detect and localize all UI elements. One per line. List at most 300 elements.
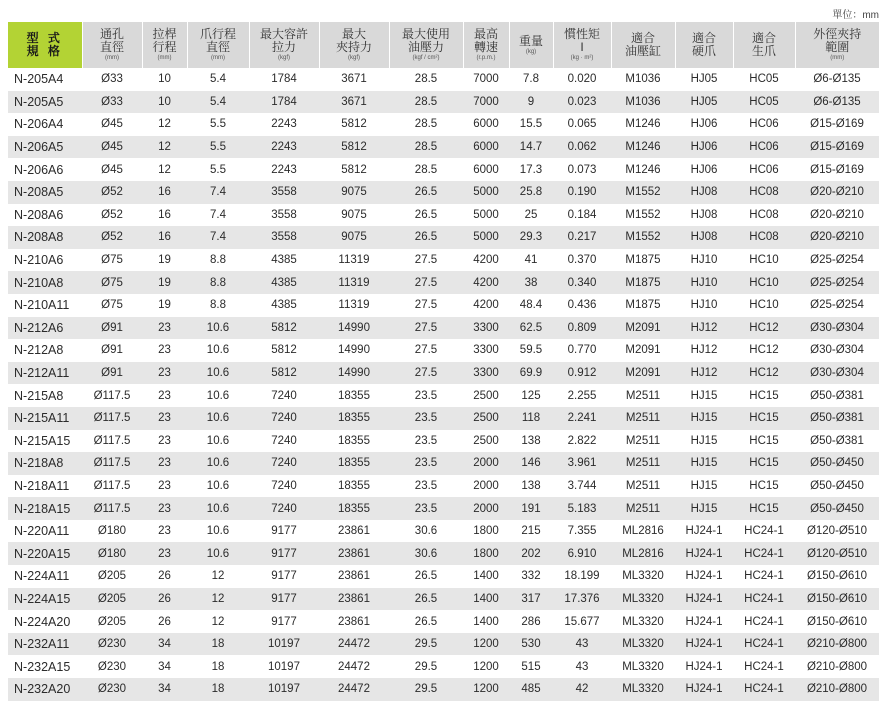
cell-hard-jaw: HJ05 (675, 68, 733, 91)
cell-max-pressure: 26.5 (389, 610, 463, 633)
cell-max-draw-force: 4385 (249, 294, 319, 317)
cell-cylinder: M2091 (611, 317, 675, 340)
cell-max-grip-force: 18355 (319, 430, 389, 453)
cell-max-draw-force: 3558 (249, 181, 319, 204)
cell-max-grip-force: 23861 (319, 520, 389, 543)
column-header-label: 拉桿 (152, 27, 177, 41)
cell-weight: 15.5 (509, 113, 553, 136)
cell-cylinder: M1552 (611, 226, 675, 249)
cell-max-grip-force: 14990 (319, 362, 389, 385)
column-header-label: 外徑夾持 (813, 27, 862, 41)
column-header-label: 拉力 (271, 40, 296, 54)
cell-inertia: 42 (553, 678, 611, 701)
cell-max-grip-force: 24472 (319, 678, 389, 701)
spec-table (8, 22, 879, 701)
cell-bore-dia: Ø45 (82, 113, 142, 136)
cell-max-draw-force: 7240 (249, 430, 319, 453)
cell-drawbar-stroke: 34 (142, 633, 187, 656)
cell-grip-range: Ø15-Ø169 (795, 113, 879, 136)
cell-bore-dia: Ø52 (82, 226, 142, 249)
table-row (8, 384, 879, 407)
cell-bore-dia: Ø45 (82, 158, 142, 181)
cell-model: N-218A15 (8, 497, 82, 520)
cell-jaw-stroke: 10.6 (187, 497, 249, 520)
cell-soft-jaw: HC24-1 (733, 588, 795, 611)
cell-weight: 530 (509, 633, 553, 656)
cell-jaw-stroke: 10.6 (187, 407, 249, 430)
cell-max-grip-force: 3671 (319, 91, 389, 114)
column-header-label: 型 式 (26, 31, 63, 45)
cell-soft-jaw: HC05 (733, 68, 795, 91)
cell-model: N-206A4 (8, 113, 82, 136)
column-header-label: 轉速 (473, 40, 498, 54)
cell-jaw-stroke: 10.6 (187, 384, 249, 407)
table-row (8, 158, 879, 181)
cell-max-grip-force: 18355 (319, 497, 389, 520)
cell-weight: 9 (509, 91, 553, 114)
cell-inertia: 17.376 (553, 588, 611, 611)
cell-inertia: 2.241 (553, 407, 611, 430)
cell-max-speed: 3300 (463, 317, 509, 340)
column-header-unit: (kgf) (278, 55, 290, 61)
cell-max-grip-force: 11319 (319, 249, 389, 272)
cell-max-pressure: 28.5 (389, 158, 463, 181)
cell-soft-jaw: HC10 (733, 249, 795, 272)
cell-inertia: 0.340 (553, 271, 611, 294)
cell-drawbar-stroke: 10 (142, 68, 187, 91)
cell-inertia: 3.744 (553, 475, 611, 498)
column-header-unit: (kg · m²) (570, 55, 594, 61)
cell-inertia: 5.183 (553, 497, 611, 520)
cell-weight: 125 (509, 384, 553, 407)
cell-soft-jaw: HC08 (733, 226, 795, 249)
cell-max-speed: 1800 (463, 520, 509, 543)
table-row (8, 407, 879, 430)
cell-soft-jaw: HC06 (733, 113, 795, 136)
column-header-model (8, 22, 82, 68)
table-body (8, 68, 879, 701)
cell-model: N-218A8 (8, 452, 82, 475)
cell-grip-range: Ø6-Ø135 (795, 91, 879, 114)
cell-max-speed: 3300 (463, 339, 509, 362)
cell-max-pressure: 27.5 (389, 362, 463, 385)
cell-soft-jaw: HC15 (733, 430, 795, 453)
cell-model: N-232A15 (8, 655, 82, 678)
cell-drawbar-stroke: 10 (142, 91, 187, 114)
cell-jaw-stroke: 10.6 (187, 430, 249, 453)
cell-drawbar-stroke: 26 (142, 588, 187, 611)
cell-cylinder: M2511 (611, 430, 675, 453)
cell-drawbar-stroke: 19 (142, 294, 187, 317)
cell-drawbar-stroke: 12 (142, 158, 187, 181)
column-header-weight (509, 22, 553, 68)
cell-drawbar-stroke: 23 (142, 475, 187, 498)
cell-inertia: 15.677 (553, 610, 611, 633)
cell-weight: 41 (509, 249, 553, 272)
table-row (8, 475, 879, 498)
cell-grip-range: Ø150-Ø610 (795, 565, 879, 588)
cell-soft-jaw: HC15 (733, 407, 795, 430)
cell-max-pressure: 23.5 (389, 407, 463, 430)
cell-bore-dia: Ø180 (82, 520, 142, 543)
cell-hard-jaw: HJ08 (675, 204, 733, 227)
cell-model: N-215A11 (8, 407, 82, 430)
cell-inertia: 0.073 (553, 158, 611, 181)
cell-inertia: 0.809 (553, 317, 611, 340)
table-row (8, 610, 879, 633)
cell-grip-range: Ø25-Ø254 (795, 271, 879, 294)
cell-max-pressure: 26.5 (389, 204, 463, 227)
cell-max-grip-force: 18355 (319, 452, 389, 475)
cell-max-speed: 6000 (463, 158, 509, 181)
cell-max-pressure: 27.5 (389, 249, 463, 272)
column-header-label: 生爪 (751, 44, 776, 58)
unit-note: 單位：mm (832, 10, 879, 21)
cell-cylinder: M1246 (611, 158, 675, 181)
cell-hard-jaw: HJ15 (675, 407, 733, 430)
cell-soft-jaw: HC06 (733, 136, 795, 159)
cell-cylinder: ML3320 (611, 565, 675, 588)
cell-inertia: 18.199 (553, 565, 611, 588)
column-header-bore-dia (82, 22, 142, 68)
cell-model: N-206A6 (8, 158, 82, 181)
cell-hard-jaw: HJ06 (675, 113, 733, 136)
cell-hard-jaw: HJ15 (675, 475, 733, 498)
cell-hard-jaw: HJ24-1 (675, 588, 733, 611)
cell-bore-dia: Ø75 (82, 249, 142, 272)
cell-max-draw-force: 7240 (249, 384, 319, 407)
cell-max-draw-force: 9177 (249, 588, 319, 611)
cell-bore-dia: Ø75 (82, 271, 142, 294)
column-header-unit: (mm) (105, 55, 119, 61)
table-row (8, 565, 879, 588)
column-header-label: 範圍 (825, 40, 850, 54)
column-header-label: 適合 (630, 31, 655, 45)
cell-max-draw-force: 7240 (249, 407, 319, 430)
cell-model: N-215A8 (8, 384, 82, 407)
cell-model: N-212A6 (8, 317, 82, 340)
cell-bore-dia: Ø205 (82, 565, 142, 588)
column-header-label: 最高 (473, 27, 498, 41)
cell-jaw-stroke: 18 (187, 655, 249, 678)
cell-cylinder: ML3320 (611, 678, 675, 701)
column-header-unit: (kgf) (348, 55, 360, 61)
cell-max-speed: 5000 (463, 226, 509, 249)
cell-soft-jaw: HC24-1 (733, 655, 795, 678)
cell-max-draw-force: 9177 (249, 520, 319, 543)
cell-jaw-stroke: 8.8 (187, 294, 249, 317)
table-row (8, 430, 879, 453)
cell-weight: 118 (509, 407, 553, 430)
cell-bore-dia: Ø91 (82, 362, 142, 385)
cell-cylinder: M1036 (611, 91, 675, 114)
cell-drawbar-stroke: 34 (142, 678, 187, 701)
cell-grip-range: Ø25-Ø254 (795, 249, 879, 272)
column-header-label: 油壓缸 (624, 44, 661, 58)
cell-grip-range: Ø30-Ø304 (795, 317, 879, 340)
cell-weight: 48.4 (509, 294, 553, 317)
cell-bore-dia: Ø117.5 (82, 430, 142, 453)
cell-hard-jaw: HJ08 (675, 226, 733, 249)
cell-model: N-208A5 (8, 181, 82, 204)
cell-max-speed: 1200 (463, 633, 509, 656)
cell-model: N-210A11 (8, 294, 82, 317)
column-header-label: 油壓力 (407, 40, 444, 54)
cell-max-speed: 1400 (463, 610, 509, 633)
cell-weight: 62.5 (509, 317, 553, 340)
cell-max-draw-force: 10197 (249, 655, 319, 678)
cell-model: N-232A20 (8, 678, 82, 701)
cell-max-draw-force: 9177 (249, 565, 319, 588)
column-header-hard-jaw (675, 22, 733, 68)
cell-max-grip-force: 9075 (319, 204, 389, 227)
cell-inertia: 0.912 (553, 362, 611, 385)
cell-drawbar-stroke: 23 (142, 339, 187, 362)
cell-weight: 138 (509, 430, 553, 453)
cell-max-draw-force: 7240 (249, 452, 319, 475)
cell-max-grip-force: 23861 (319, 565, 389, 588)
cell-max-pressure: 23.5 (389, 384, 463, 407)
cell-drawbar-stroke: 23 (142, 362, 187, 385)
cell-max-speed: 6000 (463, 136, 509, 159)
cell-soft-jaw: HC12 (733, 339, 795, 362)
cell-model: N-220A15 (8, 542, 82, 565)
cell-bore-dia: Ø91 (82, 339, 142, 362)
column-header-label: 重量 (518, 33, 543, 48)
cell-inertia: 6.910 (553, 542, 611, 565)
cell-weight: 7.8 (509, 68, 553, 91)
cell-cylinder: M1246 (611, 136, 675, 159)
cell-inertia: 3.961 (553, 452, 611, 475)
cell-max-speed: 2500 (463, 407, 509, 430)
cell-soft-jaw: HC24-1 (733, 678, 795, 701)
cell-max-pressure: 28.5 (389, 113, 463, 136)
cell-model: N-224A15 (8, 588, 82, 611)
cell-cylinder: M2511 (611, 497, 675, 520)
cell-inertia: 7.355 (553, 520, 611, 543)
table-row (8, 362, 879, 385)
cell-soft-jaw: HC24-1 (733, 633, 795, 656)
cell-weight: 515 (509, 655, 553, 678)
cell-max-pressure: 23.5 (389, 497, 463, 520)
cell-weight: 191 (509, 497, 553, 520)
cell-max-pressure: 30.6 (389, 542, 463, 565)
cell-drawbar-stroke: 23 (142, 384, 187, 407)
cell-cylinder: ML3320 (611, 588, 675, 611)
cell-weight: 17.3 (509, 158, 553, 181)
cell-hard-jaw: HJ10 (675, 294, 733, 317)
cell-inertia: 0.770 (553, 339, 611, 362)
cell-grip-range: Ø30-Ø304 (795, 339, 879, 362)
column-header-label: 通孔 (99, 27, 124, 41)
cell-max-speed: 6000 (463, 113, 509, 136)
column-header-unit: (mm) (157, 55, 172, 61)
cell-max-pressure: 26.5 (389, 565, 463, 588)
cell-max-pressure: 27.5 (389, 339, 463, 362)
cell-max-speed: 1200 (463, 655, 509, 678)
cell-drawbar-stroke: 26 (142, 610, 187, 633)
cell-jaw-stroke: 18 (187, 678, 249, 701)
cell-inertia: 0.184 (553, 204, 611, 227)
cell-jaw-stroke: 12 (187, 565, 249, 588)
table-row (8, 542, 879, 565)
cell-weight: 69.9 (509, 362, 553, 385)
cell-grip-range: Ø210-Ø800 (795, 633, 879, 656)
cell-bore-dia: Ø117.5 (82, 497, 142, 520)
cell-jaw-stroke: 7.4 (187, 204, 249, 227)
cell-max-grip-force: 9075 (319, 226, 389, 249)
cell-max-grip-force: 24472 (319, 655, 389, 678)
column-header-unit: (kg) (525, 48, 537, 55)
cell-max-speed: 1200 (463, 678, 509, 701)
table-row (8, 339, 879, 362)
cell-max-draw-force: 7240 (249, 475, 319, 498)
column-header-label: 慣性矩 (563, 27, 600, 41)
cell-model: N-205A4 (8, 68, 82, 91)
cell-jaw-stroke: 10.6 (187, 542, 249, 565)
cell-max-pressure: 26.5 (389, 226, 463, 249)
cell-max-speed: 5000 (463, 181, 509, 204)
cell-max-draw-force: 2243 (249, 158, 319, 181)
column-header-label: 規 格 (26, 44, 63, 58)
cell-hard-jaw: HJ06 (675, 136, 733, 159)
cell-model: N-224A11 (8, 565, 82, 588)
cell-soft-jaw: HC15 (733, 452, 795, 475)
cell-jaw-stroke: 10.6 (187, 520, 249, 543)
cell-cylinder: M2511 (611, 475, 675, 498)
cell-jaw-stroke: 10.6 (187, 452, 249, 475)
cell-weight: 25.8 (509, 181, 553, 204)
cell-max-speed: 5000 (463, 204, 509, 227)
cell-max-draw-force: 2243 (249, 136, 319, 159)
cell-inertia: 0.436 (553, 294, 611, 317)
cell-model: N-210A8 (8, 271, 82, 294)
cell-cylinder: M2511 (611, 407, 675, 430)
cell-bore-dia: Ø117.5 (82, 475, 142, 498)
cell-hard-jaw: HJ24-1 (675, 542, 733, 565)
column-header-label: 爪行程 (199, 27, 236, 41)
cell-max-speed: 2500 (463, 430, 509, 453)
column-header-label: 直徑 (205, 40, 230, 54)
cell-jaw-stroke: 12 (187, 610, 249, 633)
cell-max-pressure: 23.5 (389, 430, 463, 453)
cell-model: N-208A8 (8, 226, 82, 249)
column-header-max-speed (463, 22, 509, 68)
table-row (8, 520, 879, 543)
cell-soft-jaw: HC15 (733, 384, 795, 407)
cell-model: N-205A5 (8, 91, 82, 114)
cell-max-draw-force: 4385 (249, 271, 319, 294)
cell-hard-jaw: HJ12 (675, 362, 733, 385)
cell-weight: 38 (509, 271, 553, 294)
cell-cylinder: ML3320 (611, 610, 675, 633)
table-row (8, 68, 879, 91)
header-row (8, 22, 879, 68)
cell-hard-jaw: HJ10 (675, 249, 733, 272)
cell-bore-dia: Ø33 (82, 68, 142, 91)
cell-hard-jaw: HJ15 (675, 497, 733, 520)
cell-grip-range: Ø150-Ø610 (795, 610, 879, 633)
cell-max-grip-force: 18355 (319, 384, 389, 407)
cell-model: N-218A11 (8, 475, 82, 498)
cell-max-pressure: 29.5 (389, 633, 463, 656)
cell-max-draw-force: 4385 (249, 249, 319, 272)
cell-max-draw-force: 2243 (249, 113, 319, 136)
cell-hard-jaw: HJ24-1 (675, 678, 733, 701)
cell-drawbar-stroke: 16 (142, 226, 187, 249)
cell-cylinder: M2511 (611, 452, 675, 475)
cell-max-grip-force: 18355 (319, 475, 389, 498)
cell-drawbar-stroke: 19 (142, 271, 187, 294)
cell-bore-dia: Ø230 (82, 655, 142, 678)
cell-drawbar-stroke: 23 (142, 407, 187, 430)
cell-bore-dia: Ø75 (82, 294, 142, 317)
cell-max-grip-force: 23861 (319, 542, 389, 565)
cell-max-pressure: 29.5 (389, 678, 463, 701)
cell-cylinder: M1036 (611, 68, 675, 91)
table-row (8, 204, 879, 227)
cell-inertia: 0.020 (553, 68, 611, 91)
cell-bore-dia: Ø230 (82, 678, 142, 701)
cell-drawbar-stroke: 12 (142, 113, 187, 136)
column-header-label: 硬爪 (691, 44, 716, 58)
column-header-label: I (580, 40, 584, 54)
cell-jaw-stroke: 5.4 (187, 91, 249, 114)
cell-inertia: 43 (553, 633, 611, 656)
cell-model: N-224A20 (8, 610, 82, 633)
cell-max-speed: 4200 (463, 294, 509, 317)
cell-inertia: 0.065 (553, 113, 611, 136)
cell-bore-dia: Ø205 (82, 588, 142, 611)
cell-drawbar-stroke: 12 (142, 136, 187, 159)
cell-max-grip-force: 3671 (319, 68, 389, 91)
cell-model: N-212A8 (8, 339, 82, 362)
cell-drawbar-stroke: 16 (142, 204, 187, 227)
column-header-inertia (553, 22, 611, 68)
cell-inertia: 0.190 (553, 181, 611, 204)
cell-soft-jaw: HC24-1 (733, 542, 795, 565)
cell-weight: 215 (509, 520, 553, 543)
cell-max-draw-force: 3558 (249, 226, 319, 249)
cell-drawbar-stroke: 23 (142, 317, 187, 340)
cell-soft-jaw: HC10 (733, 271, 795, 294)
cell-weight: 317 (509, 588, 553, 611)
cell-jaw-stroke: 12 (187, 588, 249, 611)
cell-hard-jaw: HJ12 (675, 317, 733, 340)
cell-grip-range: Ø50-Ø381 (795, 407, 879, 430)
cell-jaw-stroke: 10.6 (187, 475, 249, 498)
cell-bore-dia: Ø205 (82, 610, 142, 633)
cell-max-pressure: 26.5 (389, 588, 463, 611)
cell-grip-range: Ø20-Ø210 (795, 204, 879, 227)
cell-cylinder: M1875 (611, 271, 675, 294)
cell-grip-range: Ø120-Ø510 (795, 542, 879, 565)
cell-cylinder: M1552 (611, 181, 675, 204)
cell-soft-jaw: HC08 (733, 204, 795, 227)
column-header-unit: (kgf / cm²) (412, 55, 440, 61)
column-header-unit: (r.p.m.) (476, 55, 496, 61)
cell-weight: 485 (509, 678, 553, 701)
cell-jaw-stroke: 10.6 (187, 362, 249, 385)
cell-max-pressure: 23.5 (389, 475, 463, 498)
cell-drawbar-stroke: 23 (142, 430, 187, 453)
cell-grip-range: Ø210-Ø800 (795, 678, 879, 701)
column-header-label: 最大使用 (401, 27, 450, 41)
cell-hard-jaw: HJ10 (675, 271, 733, 294)
cell-jaw-stroke: 5.5 (187, 158, 249, 181)
cell-grip-range: Ø30-Ø304 (795, 362, 879, 385)
table-row (8, 271, 879, 294)
